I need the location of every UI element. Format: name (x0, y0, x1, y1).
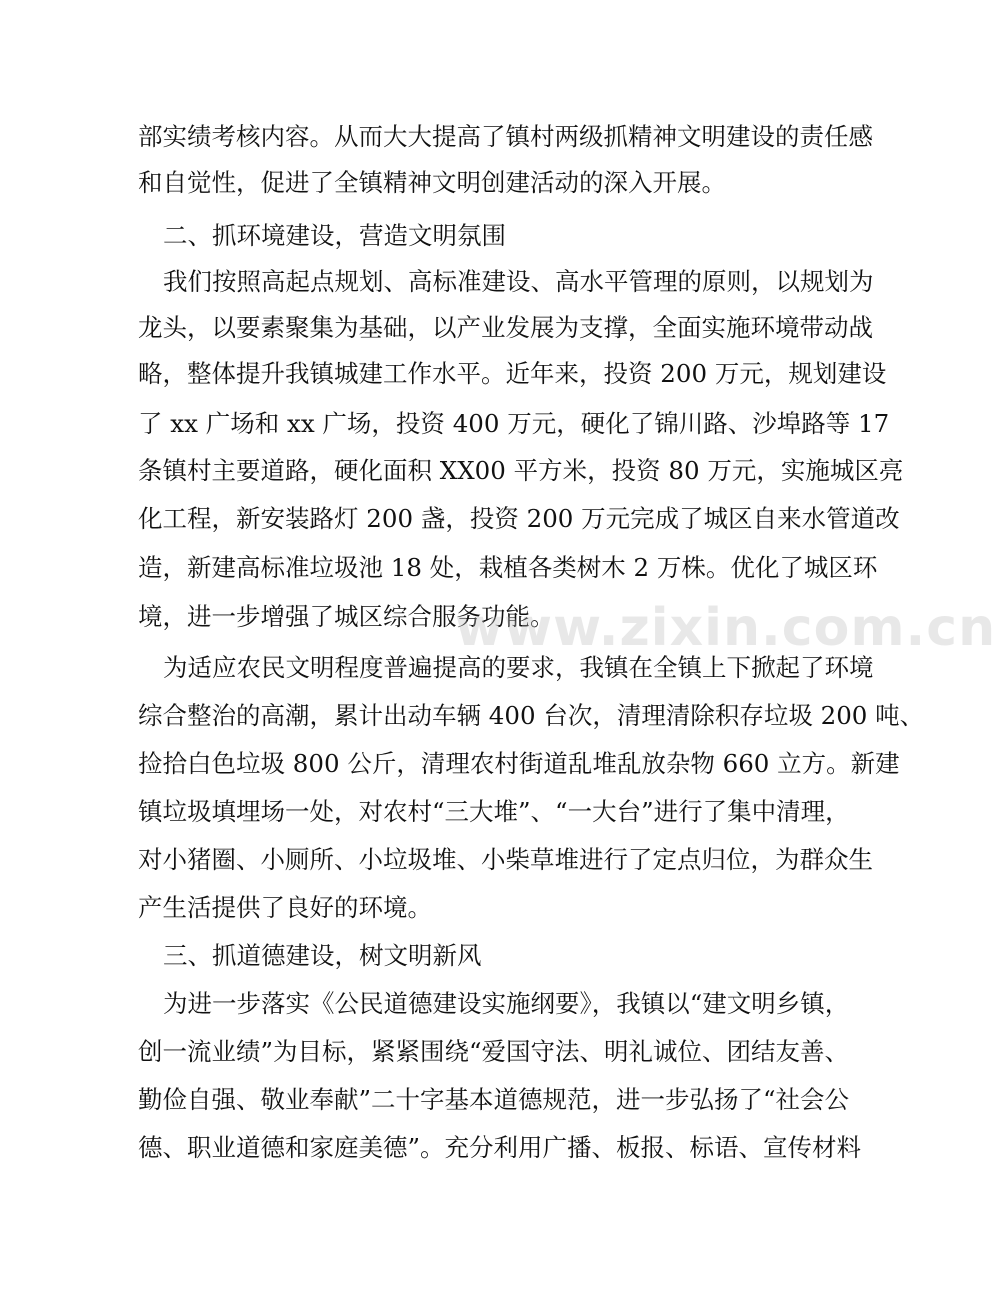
text-line: 对小猪圈、小厕所、小垃圾堆、小柴草堆进行了定点归位，为群众生 (138, 845, 873, 874)
paragraph-first-line: 我们按照高起点规划、高标准建设、高水平管理的原则，以规划为 (163, 267, 874, 296)
text-line: 部实绩考核内容。从而大大提高了镇村两级抓精神文明建设的责任感 (138, 122, 873, 151)
paragraph-first-line: 为进一步落实《公民道德建设实施纲要》，我镇以“建文明乡镇， (163, 989, 850, 1018)
watermark: www.zixin.com.cn (455, 598, 996, 658)
text-line: 造，新建高标准垃圾池 18 处，栽植各类树木 2 万株。优化了城区环 (138, 553, 878, 582)
section-heading: 二、抓环境建设，营造文明氛围 (163, 221, 506, 250)
text-line: 勤俭自强、敬业奉献”二十字基本道德规范，进一步弘扬了“社会公 (138, 1085, 850, 1114)
text-line: 龙头，以要素聚集为基础，以产业发展为支撑，全面实施环境带动战 (138, 313, 873, 342)
text-line: 产生活提供了良好的环境。 (138, 893, 432, 922)
text-line: 捡拾白色垃圾 800 公斤，清理农村街道乱堆乱放杂物 660 立方。新建 (138, 749, 900, 778)
text-line: 和自觉性，促进了全镇精神文明创建活动的深入开展。 (138, 168, 726, 197)
text-line: 德、职业道德和家庭美德”。充分利用广播、板报、标语、宣传材料 (138, 1133, 862, 1162)
text-line: 条镇村主要道路，硬化面积 XX00 平方米，投资 80 万元，实施城区亮 (138, 456, 904, 485)
paragraph-first-line: 为适应农民文明程度普遍提高的要求，我镇在全镇上下掀起了环境 (163, 653, 874, 682)
text-line: 略，整体提升我镇城建工作水平。近年来，投资 200 万元，规划建设 (138, 359, 887, 388)
text-line: 创一流业绩”为目标，紧紧围绕“爱国守法、明礼诚位、团结友善、 (138, 1037, 850, 1066)
text-line: 了 xx 广场和 xx 广场，投资 400 万元，硬化了锦川路、沙埠路等 17 (138, 409, 890, 438)
text-line: 镇垃圾填埋场一处，对农村“三大堆”、“一大台”进行了集中清理， (138, 797, 850, 826)
text-line: 境，进一步增强了城区综合服务功能。 (138, 602, 555, 631)
text-line: 综合整治的高潮，累计出动车辆 400 台次，清理清除积存垃圾 200 吨、 (138, 701, 925, 730)
text-line: 化工程，新安装路灯 200 盏，投资 200 万元完成了城区自来水管道改 (138, 504, 900, 533)
section-heading: 三、抓道德建设，树文明新风 (163, 941, 482, 970)
